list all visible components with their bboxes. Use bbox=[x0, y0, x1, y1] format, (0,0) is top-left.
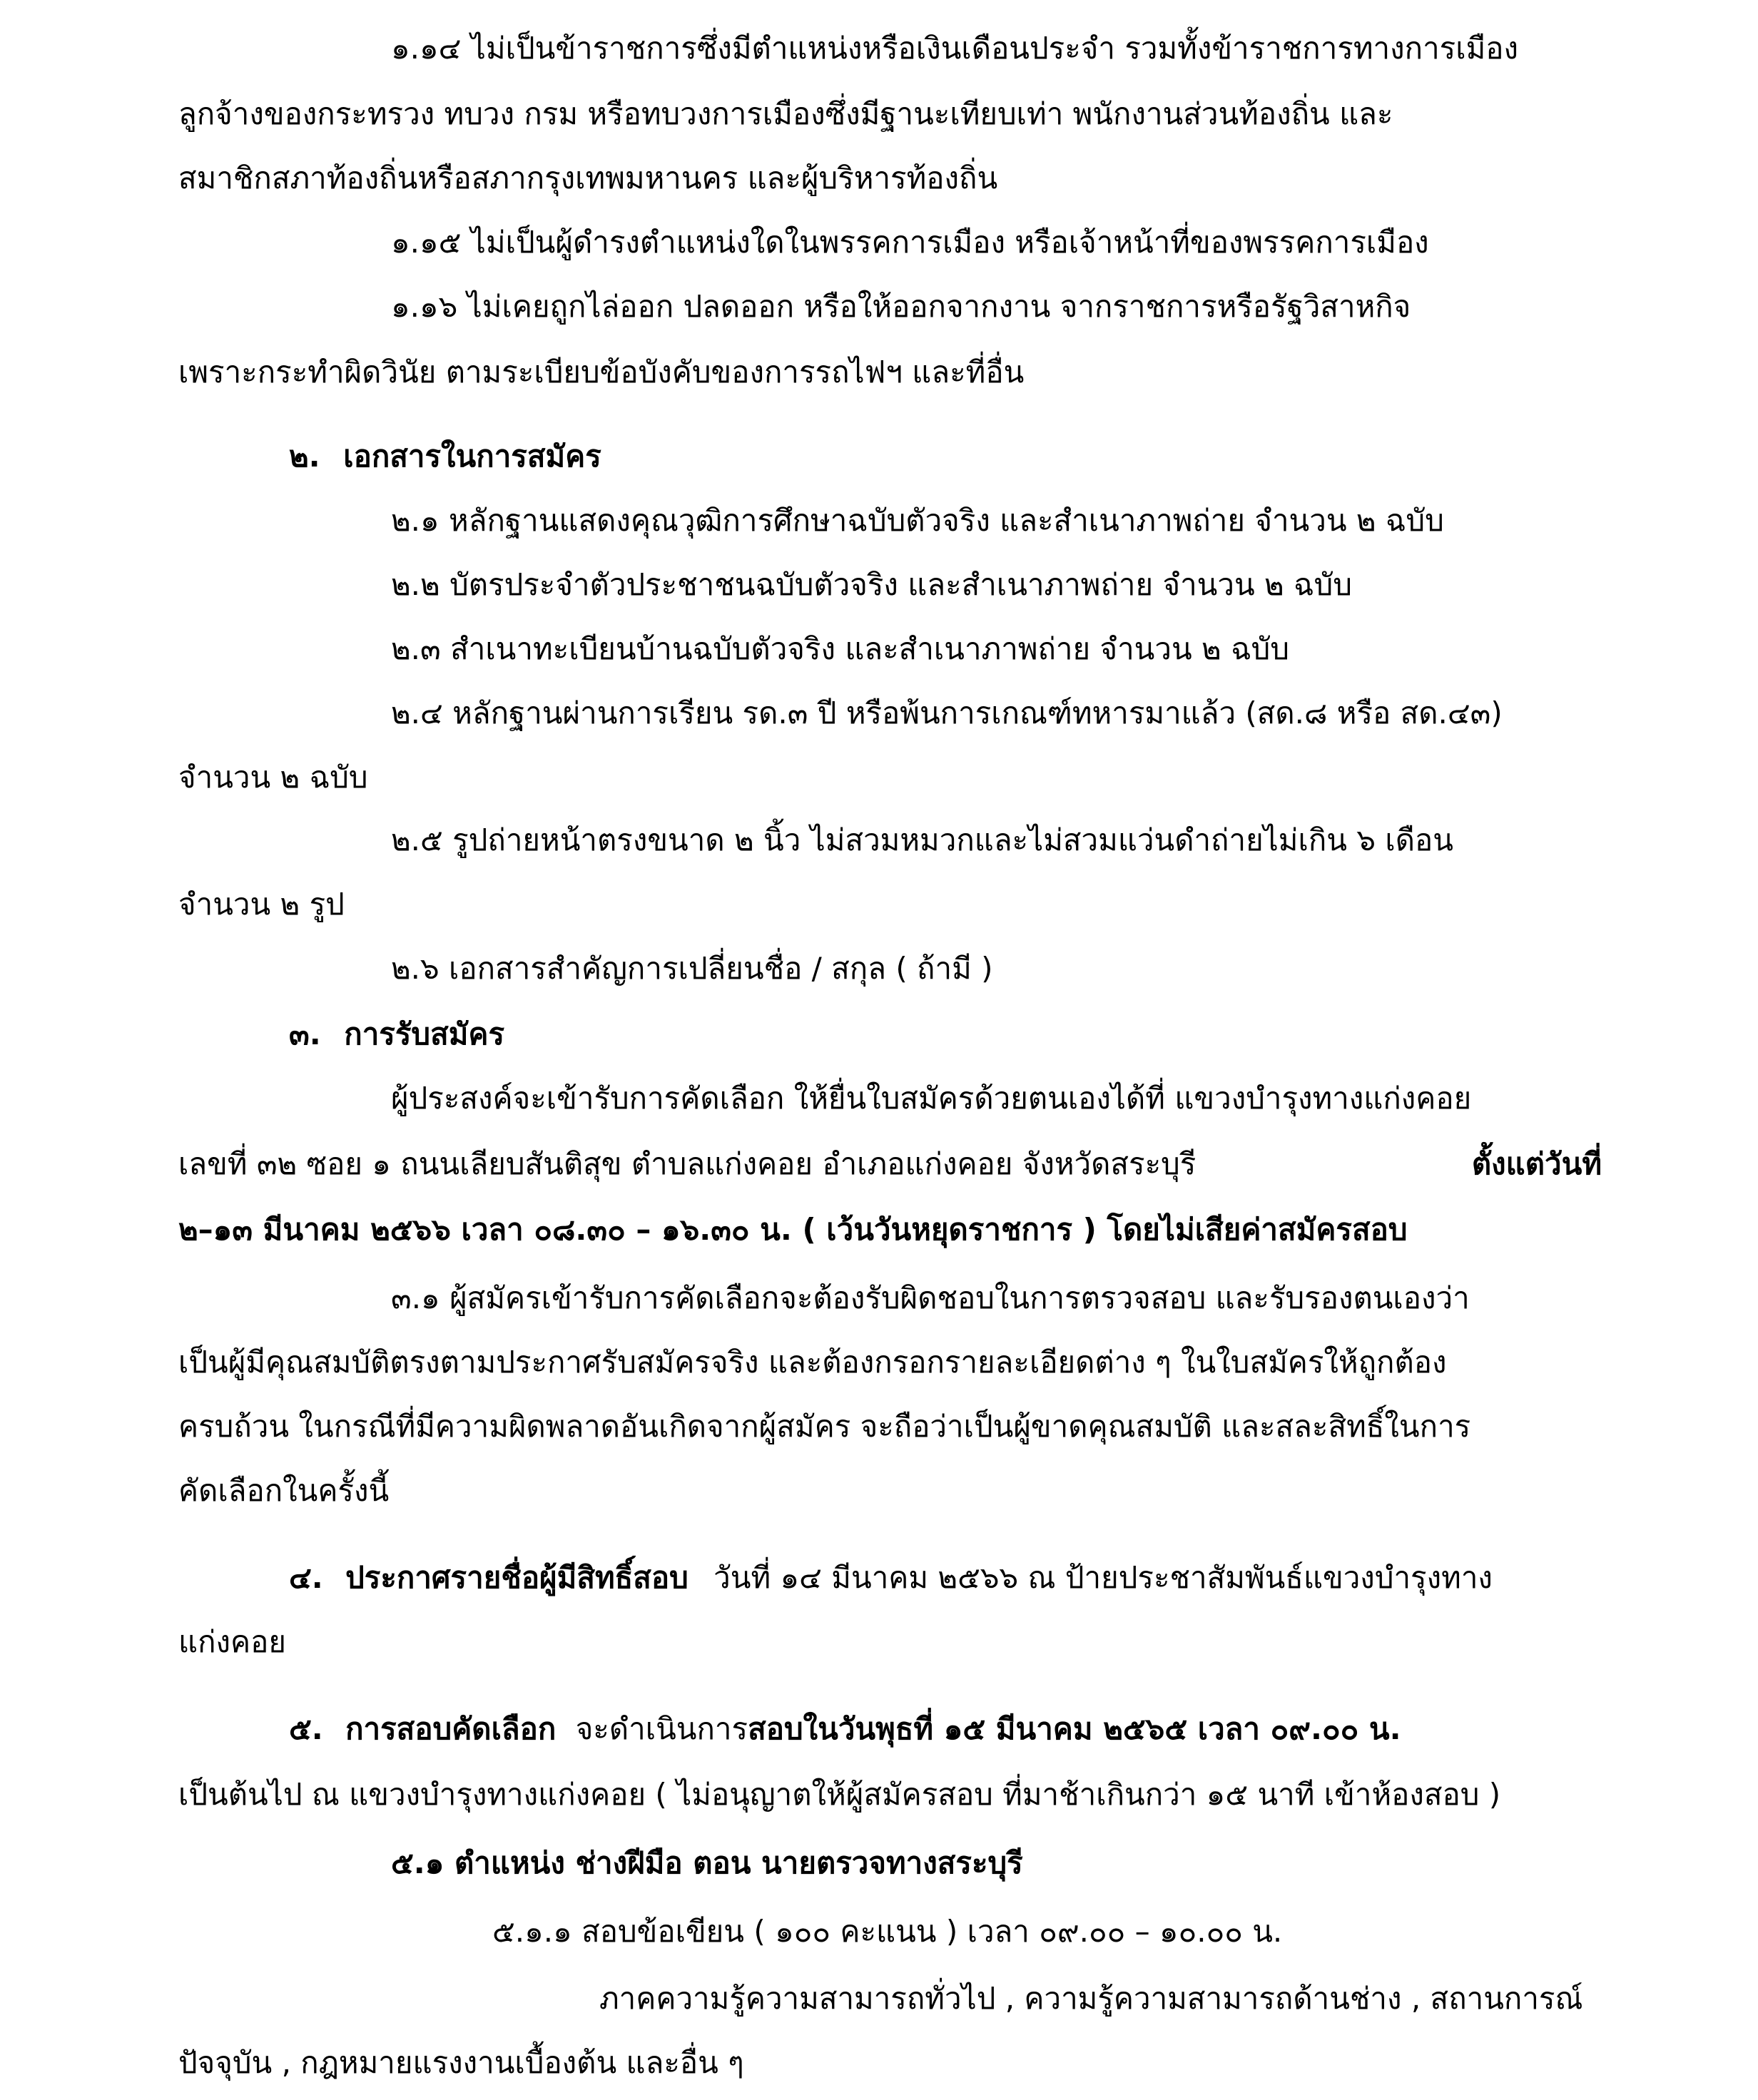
section-3-paragraph-line-3: ๒–๑๓ มีนาคม ๒๕๖๖ เวลา ๐๘.๓๐ – ๑๖.๓๐ น. ( เว้นวันหยุดราชการ ) โดยไม่เสียค่าสมัครสอบ bbox=[178, 1212, 1408, 1247]
section-2-number: ๒. bbox=[289, 439, 320, 474]
item-5-1-1-desc-line-2: ปัจจุบัน , กฎหมายแรงงานเบื้องต้น และอื่น ๆ bbox=[178, 2045, 744, 2080]
section-3-start-date-label: ตั้งแต่วันที่ bbox=[1471, 1146, 1602, 1181]
section-5-number: ๕. bbox=[289, 1711, 323, 1746]
section-3-number: ๓. bbox=[289, 1016, 321, 1051]
item-3-1-line-4: คัดเลือกในครั้งนี้ bbox=[178, 1473, 390, 1508]
section-3-address: เลขที่ ๓๒ ซอย ๑ ถนนเลียบสันติสุข ตำบลแก่งคอย อำเภอแก่งคอย จังหวัดสระบุรี bbox=[178, 1146, 1196, 1181]
section-5-exam-date: สอบในวันพุธที่ ๑๕ มีนาคม ๒๕๖๕ เวลา ๐๙.๐๐ น. bbox=[748, 1711, 1401, 1746]
item-5-1: ๕.๑ ตำแหน่ง ช่างฝีมือ ตอน นายตรวจทางสระบุรี bbox=[391, 1845, 1023, 1880]
section-4-number: ๔. bbox=[289, 1560, 323, 1595]
item-1-16-line-2: เพราะกระทำผิดวินัย ตามระเบียบข้อบังคับของการรถไฟฯ และที่อื่น bbox=[178, 355, 1025, 389]
item-1-14-line-3: สมาชิกสภาท้องถิ่นหรือสภากรุงเทพมหานคร และผู้บริหารท้องถิ่น bbox=[178, 160, 998, 195]
item-2-3: ๒.๓ สำเนาทะเบียนบ้านฉบับตัวจริง และสำเนาภาพถ่าย จำนวน ๒ ฉบับ bbox=[391, 631, 1289, 666]
section-3-heading bbox=[289, 1006, 504, 1063]
item-3-1-line-1: ๓.๑ ผู้สมัครเข้ารับการคัดเลือกจะต้องรับผิดชอบในการตรวจสอบ และรับรองตนเองว่า bbox=[391, 1280, 1470, 1315]
section-5-title: การสอบคัดเลือก bbox=[345, 1711, 557, 1746]
section-2-title: เอกสารในการสมัคร bbox=[343, 439, 601, 474]
item-2-1: ๒.๑ หลักฐานแสดงคุณวุฒิการศึกษาฉบับตัวจริง และสำเนาภาพถ่าย จำนวน ๒ ฉบับ bbox=[391, 503, 1444, 538]
item-2-5-line-2: จำนวน ๒ รูป bbox=[178, 887, 345, 922]
item-2-4-line-2: จำนวน ๒ ฉบับ bbox=[178, 760, 368, 795]
section-5-line-2: เป็นต้นไป ณ แขวงบำรุงทางแก่งคอย ( ไม่อนุญาตให้ผู้สมัครสอบ ที่มาช้าเกินกว่า ๑๕ นาที เข้าห้องสอบ ) bbox=[178, 1777, 1501, 1812]
section-4-line-2: แก่งคอย bbox=[178, 1624, 286, 1659]
item-3-1-line-3: ครบถ้วน ในกรณีที่มีความผิดพลาดอันเกิดจากผู้สมัคร จะถือว่าเป็นผู้ขาดคุณสมบัติ และสละสิทธิ์ในการ bbox=[178, 1409, 1471, 1444]
section-2-heading bbox=[289, 428, 601, 485]
item-1-15: ๑.๑๕ ไม่เป็นผู้ดำรงตำแหน่งใดในพรรคการเมือง หรือเจ้าหน้าที่ของพรรคการเมือง bbox=[391, 225, 1429, 260]
item-3-1-line-2: เป็นผู้มีคุณสมบัติตรงตามประกาศรับสมัครจริง และต้องกรอกรายละเอียดต่าง ๆ ในใบสมัครให้ถูกต้อง bbox=[178, 1345, 1447, 1380]
item-2-2: ๒.๒ บัตรประจำตัวประชาชนฉบับตัวจริง และสำเนาภาพถ่าย จำนวน ๒ ฉบับ bbox=[391, 567, 1352, 602]
section-4-title: ประกาศรายชื่อผู้มีสิทธิ์สอบ bbox=[345, 1560, 689, 1595]
section-3-paragraph-line-2 bbox=[178, 1136, 1602, 1193]
item-1-16-line-1: ๑.๑๖ ไม่เคยถูกไล่ออก ปลดออก หรือให้ออกจากงาน จากราชการหรือรัฐวิสาหกิจ bbox=[391, 289, 1411, 324]
item-5-1-1-desc-line-1: ภาคความรู้ความสามารถทั่วไป , ความรู้ความสามารถด้านช่าง , สถานการณ์ bbox=[599, 1981, 1583, 2016]
item-2-4-line-1: ๒.๔ หลักฐานผ่านการเรียน รด.๓ ปี หรือพ้นการเกณฑ์ทหารมาแล้ว (สด.๘ หรือ สด.๔๓) bbox=[391, 695, 1503, 730]
item-5-1-1: ๕.๑.๑ สอบข้อเขียน ( ๑๐๐ คะแนน ) เวลา ๐๙.๐๐ – ๑๐.๐๐ น. bbox=[492, 1914, 1283, 1949]
item-1-14-line-1: ๑.๑๔ ไม่เป็นข้าราชการซึ่งมีตำแหน่งหรือเงินเดือนประจำ รวมทั้งข้าราชการทางการเมือง bbox=[391, 31, 1518, 66]
section-5-line-1 bbox=[289, 1701, 1401, 1758]
item-2-6: ๒.๖ เอกสารสำคัญการเปลี่ยนชื่อ / สกุล ( ถ้ามี ) bbox=[391, 951, 993, 986]
section-4-text: วันที่ ๑๔ มีนาคม ๒๕๖๖ ณ ป้ายประชาสัมพันธ์แขวงบำรุงทาง bbox=[713, 1560, 1493, 1595]
section-3-title: การรับสมัคร bbox=[344, 1016, 505, 1051]
section-5-text: จะดำเนินการ bbox=[575, 1711, 748, 1746]
section-3-paragraph-line-1: ผู้ประสงค์จะเข้ารับการคัดเลือก ให้ยื่นใบสมัครด้วยตนเองได้ที่ แขวงบำรุงทางแก่งคอย bbox=[391, 1081, 1472, 1116]
item-2-5-line-1: ๒.๕ รูปถ่ายหน้าตรงขนาด ๒ นิ้ว ไม่สวมหมวกและไม่สวมแว่นดำถ่ายไม่เกิน ๖ เดือน bbox=[391, 822, 1453, 857]
section-4-line-1 bbox=[289, 1549, 1493, 1606]
item-1-14-line-2: ลูกจ้างของกระทรวง ทบวง กรม หรือทบวงการเมืองซึ่งมีฐานะเทียบเท่า พนักงานส่วนท้องถิ่น และ bbox=[178, 96, 1393, 131]
